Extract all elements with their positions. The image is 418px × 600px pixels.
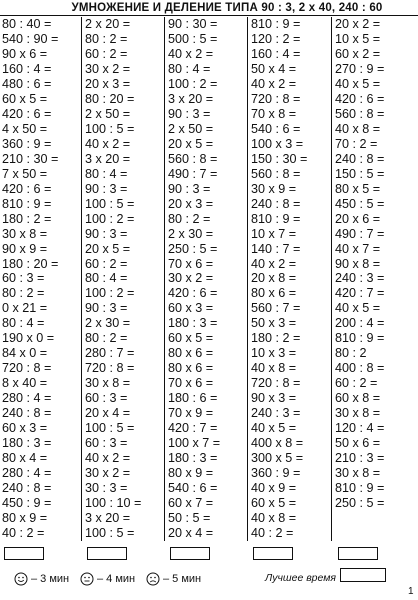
time-box-column-1[interactable]: [4, 547, 44, 560]
exercise-item: 200 : 4 =: [335, 316, 385, 331]
exercise-item: 90 : 30 =: [168, 17, 218, 31]
exercise-item: 180 : 3 =: [168, 451, 218, 466]
exercise-item: 40 х 5 =: [251, 421, 297, 436]
exercise-item: 90 : 3 =: [85, 301, 128, 316]
exercise-item: 50 х 6 =: [335, 436, 381, 451]
exercise-item: 20 х 2 =: [335, 17, 381, 31]
exercise-column-5: [333, 17, 413, 541]
title-divider: [0, 15, 418, 16]
exercise-item: 84 х 0 =: [2, 346, 48, 361]
exercise-item: 20 х 3 =: [85, 76, 131, 91]
exercise-item: 240 : 8 =: [335, 151, 385, 166]
exercise-item: 40 х 8 =: [251, 361, 297, 376]
exercise-item: 40 х 2 =: [251, 256, 297, 271]
exercise-item: 190 х 0 =: [2, 331, 55, 346]
exercise-item: 420 : 6 =: [168, 286, 218, 301]
exercise-column-3: [166, 17, 246, 541]
exercise-item: 210 : 3 =: [335, 451, 385, 466]
exercise-item: 30 х 8 =: [335, 466, 381, 481]
column-divider: [164, 17, 165, 541]
exercise-item: 280 : 4 =: [2, 466, 52, 481]
exercise-item: 240 : 8 =: [2, 481, 52, 496]
exercise-item: 80 : 40 =: [2, 17, 52, 31]
exercise-item: 120 : 2 =: [251, 31, 301, 46]
exercise-item: 40 х 5 =: [335, 301, 381, 316]
exercise-item: 180 : 3 =: [168, 316, 218, 331]
exercise-item: 30 х 8 =: [335, 406, 381, 421]
exercise-item: 240 : 8 =: [251, 196, 301, 211]
exercise-item: 480 : 6 =: [2, 76, 52, 91]
exercise-item: 60 : 2 =: [85, 46, 128, 61]
exercise-item: 240 : 3 =: [335, 271, 385, 286]
exercise-item: 70 : 2 =: [335, 136, 378, 151]
exercise-item: 100 : 5 =: [85, 196, 135, 211]
exercise-item: 720 : 8 =: [251, 376, 301, 391]
exercise-item: 50 х 3 =: [251, 316, 297, 331]
exercise-item: 60 х 8 =: [335, 391, 381, 406]
exercise-item: 250 : 5 =: [168, 241, 218, 256]
exercise-item: 20 х 5 =: [168, 136, 214, 151]
exercise-item: 100 х 3 =: [251, 136, 304, 151]
exercise-item: 40 х 8 =: [335, 121, 381, 136]
exercise-item: 60 х 5 =: [251, 496, 297, 511]
worksheet-title: УМНОЖЕНИЕ И ДЕЛЕНИЕ ТИПА 90 : 3, 2 х 40, 240 : 60: [71, 2, 383, 14]
exercise-item: 0 х 21 =: [2, 301, 48, 316]
exercise-item: 80 х 6 =: [251, 286, 297, 301]
exercise-item: 280 : 4 =: [2, 391, 52, 406]
exercise-item: 40 : 2 =: [2, 525, 45, 540]
exercise-item: 360 : 9 =: [251, 466, 301, 481]
exercise-item: 180 : 6 =: [168, 391, 218, 406]
exercise-item: 120 : 4 =: [335, 421, 385, 436]
exercise-item: 490 : 7 =: [168, 166, 218, 181]
exercise-item: 80 : 4 =: [2, 316, 45, 331]
legend-sad-text: – 5 мин: [163, 573, 202, 585]
exercise-item: 400 х 8 =: [251, 436, 304, 451]
column-divider: [331, 17, 332, 541]
exercise-column-4: [249, 17, 329, 541]
exercise-item: 250 : 5 =: [335, 496, 385, 511]
exercise-item: 70 х 9 =: [168, 406, 214, 421]
exercise-item: 490 : 7 =: [335, 226, 385, 241]
exercise-item: 280 : 7 =: [85, 346, 135, 361]
exercise-column-1: [0, 17, 80, 541]
exercise-item: 80 : 2: [335, 346, 367, 361]
exercise-item: 60 х 7 =: [168, 496, 214, 511]
exercise-item: 20 х 8 =: [251, 271, 297, 286]
exercise-item: 810 : 9 =: [251, 17, 301, 31]
best-time-box[interactable]: [340, 568, 386, 582]
exercise-item: 150 : 30 =: [251, 151, 308, 166]
exercise-item: 450 : 5 =: [335, 196, 385, 211]
exercise-item: 100 : 5 =: [85, 525, 135, 540]
exercise-item: 40 х 2 =: [251, 76, 297, 91]
exercise-item: 60 : 3 =: [85, 436, 128, 451]
legend-neutral: [80, 571, 135, 587]
exercise-item: 810 : 9 =: [335, 331, 385, 346]
legend-neutral-text: – 4 мин: [97, 573, 136, 585]
exercise-item: 540 : 6 =: [168, 481, 218, 496]
exercise-item: 80 х 6 =: [168, 346, 214, 361]
legend-happy: [14, 571, 69, 587]
exercise-item: 540 : 90 =: [2, 31, 59, 46]
exercise-item: 40 х 2 =: [85, 136, 131, 151]
legend-sad: [146, 571, 201, 587]
exercise-item: 90 х 6 =: [2, 46, 48, 61]
exercise-item: 30 х 9 =: [251, 181, 297, 196]
exercise-item: 20 х 4 =: [168, 525, 214, 540]
exercise-item: 20 х 3 =: [168, 196, 214, 211]
exercise-item: 560 : 8 =: [251, 166, 301, 181]
exercise-item: 50 : 5 =: [168, 511, 211, 525]
exercise-item: 540 : 6 =: [251, 121, 301, 136]
exercise-item: 270 : 9 =: [335, 61, 385, 76]
exercise-item: 140 : 7 =: [251, 241, 301, 256]
exercise-item: 90 х 8 =: [335, 256, 381, 271]
exercise-item: 60 х 2 =: [335, 46, 381, 61]
exercise-item: 60 х 3 =: [168, 301, 214, 316]
exercise-item: 60 х 5 =: [168, 331, 214, 346]
exercise-item: 40 : 2 =: [251, 525, 294, 540]
exercise-item: 300 х 5 =: [251, 451, 304, 466]
exercise-item: 360 : 9 =: [2, 136, 52, 151]
exercise-item: 100 х 7 =: [168, 436, 221, 451]
exercise-item: 560 : 7 =: [251, 301, 301, 316]
time-box-column-3[interactable]: [170, 547, 210, 560]
exercise-item: 10 х 7 =: [251, 226, 297, 241]
exercise-item: 80 х 9 =: [2, 511, 48, 525]
exercise-item: 720 : 8 =: [2, 361, 52, 376]
exercise-item: 2 х 20 =: [85, 17, 131, 31]
exercise-item: 810 : 9 =: [251, 211, 301, 226]
exercise-item: 100 : 5 =: [85, 421, 135, 436]
exercise-item: 30 х 2 =: [85, 466, 131, 481]
exercise-item: 40 х 2 =: [168, 46, 214, 61]
exercise-item: 30 х 8 =: [2, 226, 48, 241]
exercise-item: 40 х 9 =: [251, 481, 297, 496]
exercise-item: 2 х 30 =: [168, 226, 214, 241]
time-box-column-4[interactable]: [253, 547, 293, 560]
exercise-item: 160 : 4 =: [2, 61, 52, 76]
page-number: 1: [408, 586, 414, 597]
exercise-item: 90 : 3 =: [168, 181, 211, 196]
exercise-item: 810 : 9 =: [335, 481, 385, 496]
happy-face-icon: [14, 572, 28, 586]
exercise-item: 60 : 3 =: [2, 271, 45, 286]
exercise-item: 40 х 2 =: [85, 451, 131, 466]
exercise-item: 90 : 3 =: [85, 226, 128, 241]
exercise-item: 100 : 10 =: [85, 496, 142, 511]
exercise-item: 80 : 4 =: [168, 61, 211, 76]
exercise-item: 30 х 8 =: [85, 376, 131, 391]
exercise-item: 180 : 2 =: [2, 211, 52, 226]
exercise-item: 4 х 50 =: [2, 121, 48, 136]
exercise-item: 180 : 20 =: [2, 256, 59, 271]
exercise-item: 100 : 2 =: [168, 76, 218, 91]
sad-face-icon: [146, 572, 160, 586]
exercise-item: 70 х 8 =: [251, 106, 297, 121]
time-box-column-2[interactable]: [87, 547, 127, 560]
exercise-item: 30 х 2 =: [85, 61, 131, 76]
exercise-item: 20 х 4 =: [85, 406, 131, 421]
exercise-item: 60 х 3 =: [2, 421, 48, 436]
exercise-item: 40 х 5 =: [335, 76, 381, 91]
exercise-item: 210 : 30 =: [2, 151, 59, 166]
exercise-item: 60 : 2 =: [85, 256, 128, 271]
exercise-item: 450 : 9 =: [2, 496, 52, 511]
exercise-item: 720 : 8 =: [85, 361, 135, 376]
exercise-item: 150 : 5 =: [335, 166, 385, 181]
exercise-item: 2 х 50 =: [85, 106, 131, 121]
exercise-item: 60 х 5 =: [2, 91, 48, 106]
exercise-item: 2 х 30 =: [85, 316, 131, 331]
exercise-item: 7 х 50 =: [2, 166, 48, 181]
exercise-item: 30 : 3 =: [85, 481, 128, 496]
exercise-item: 400 : 8 =: [335, 361, 385, 376]
exercise-item: 70 х 6 =: [168, 376, 214, 391]
exercise-item: 90 : 3 =: [168, 106, 211, 121]
exercise-item: 80 : 2 =: [85, 31, 128, 46]
exercise-item: 70 х 6 =: [168, 256, 214, 271]
exercise-item: 3 х 20 =: [85, 151, 131, 166]
exercise-item: 810 : 9 =: [2, 196, 52, 211]
column-divider: [247, 17, 248, 541]
exercise-item: 240 : 3 =: [251, 406, 301, 421]
exercise-item: 60 : 2 =: [335, 376, 378, 391]
time-box-column-5[interactable]: [338, 547, 378, 560]
exercise-item: 80 х 9 =: [168, 466, 214, 481]
exercise-item: 60 : 3 =: [85, 391, 128, 406]
exercise-item: 500 : 5 =: [168, 31, 218, 46]
exercise-item: 20 х 5 =: [85, 241, 131, 256]
exercise-item: 80 : 4 =: [85, 166, 128, 181]
exercise-item: 80 : 2 =: [168, 211, 211, 226]
exercise-item: 50 х 4 =: [251, 61, 297, 76]
exercise-item: 3 х 20 =: [85, 511, 131, 525]
best-time-label: Лучшее время: [265, 572, 337, 584]
exercise-item: 420 : 7 =: [168, 421, 218, 436]
exercise-item: 180 : 2 =: [251, 331, 301, 346]
exercise-item: 10 х 5 =: [335, 31, 381, 46]
legend-happy-text: – 3 мин: [31, 573, 70, 585]
exercise-item: 420 : 6 =: [2, 181, 52, 196]
exercise-item: 560 : 8 =: [335, 106, 385, 121]
exercise-item: 30 х 2 =: [168, 271, 214, 286]
column-divider: [81, 17, 82, 541]
exercise-item: 80 : 20 =: [85, 91, 135, 106]
exercise-item: 80 : 2 =: [85, 331, 128, 346]
exercise-item: 100 : 5 =: [85, 121, 135, 136]
exercise-item: 80 х 6 =: [168, 361, 214, 376]
exercise-item: 2 х 50 =: [168, 121, 214, 136]
exercise-item: 90 х 3 =: [251, 391, 297, 406]
exercise-item: 80 : 4 =: [85, 271, 128, 286]
exercise-item: 80 х 4 =: [2, 451, 48, 466]
exercise-column-2: [83, 17, 163, 541]
exercise-item: 160 : 4 =: [251, 46, 301, 61]
exercise-item: 3 х 20 =: [168, 91, 214, 106]
exercise-item: 100 : 2 =: [85, 211, 135, 226]
exercise-item: 420 : 7 =: [335, 286, 385, 301]
exercise-item: 40 х 8 =: [251, 511, 297, 525]
exercise-item: 8 х 40 =: [2, 376, 48, 391]
exercise-item: 80 : 2 =: [2, 286, 45, 301]
exercise-grid: [0, 17, 418, 541]
exercise-item: 90 х 9 =: [2, 241, 48, 256]
exercise-item: 720 : 8 =: [251, 91, 301, 106]
exercise-item: 420 : 6 =: [2, 106, 52, 121]
exercise-item: 240 : 8 =: [2, 406, 52, 421]
neutral-face-icon: [80, 572, 94, 586]
exercise-item: 10 х 3 =: [251, 346, 297, 361]
exercise-item: 560 : 8 =: [168, 151, 218, 166]
exercise-item: 180 : 3 =: [2, 436, 52, 451]
exercise-item: 420 : 6 =: [335, 91, 385, 106]
exercise-item: 90 : 3 =: [85, 181, 128, 196]
exercise-item: 80 х 5 =: [335, 181, 381, 196]
exercise-item: 100 : 2 =: [85, 286, 135, 301]
exercise-item: 40 х 7 =: [335, 241, 381, 256]
exercise-item: 20 х 6 =: [335, 211, 381, 226]
